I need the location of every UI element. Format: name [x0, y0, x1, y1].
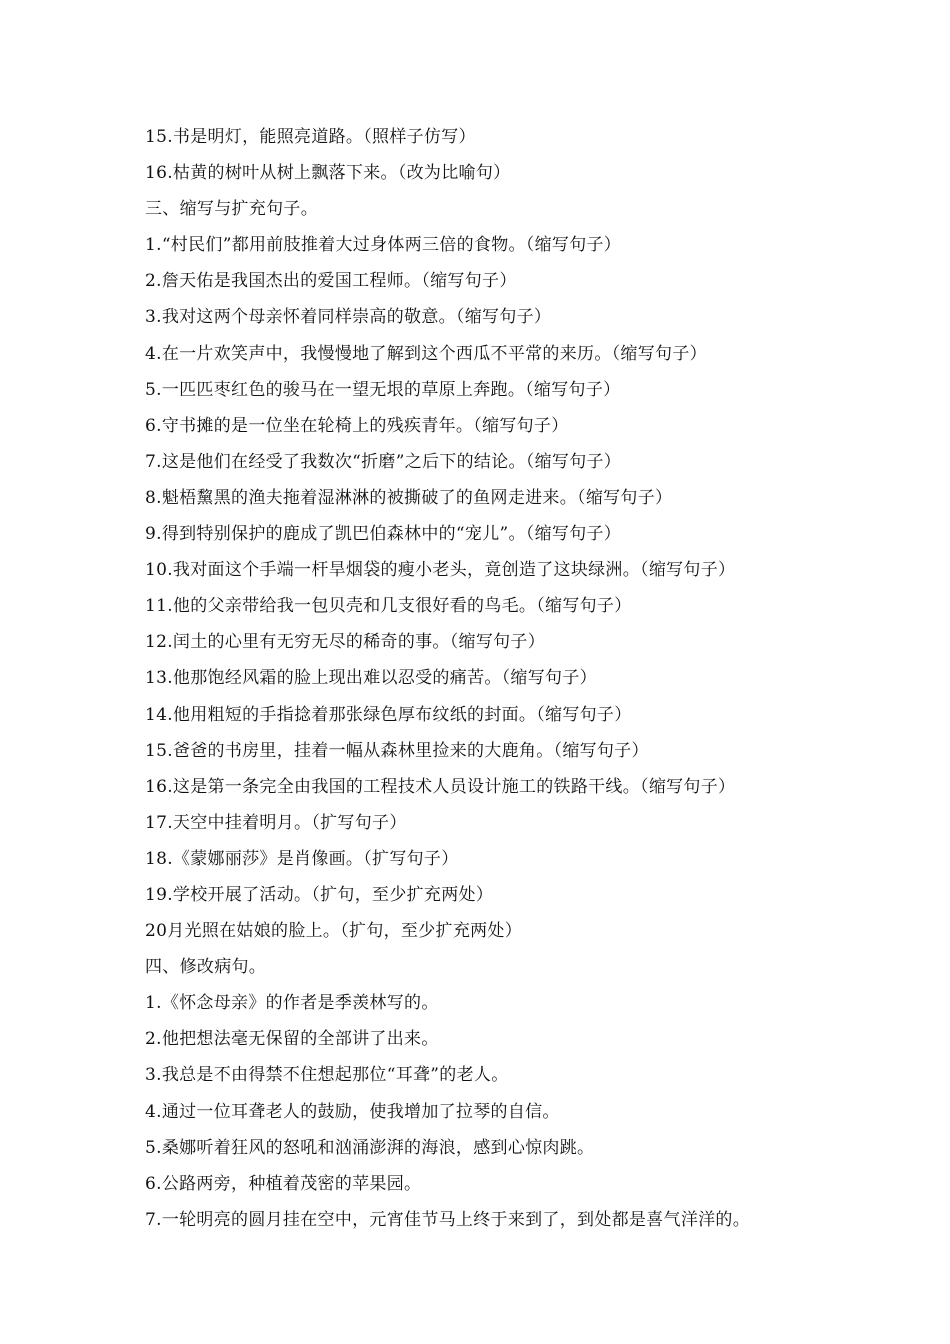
section-heading: 四、修改病句。 — [145, 957, 267, 978]
exercise-line: 1.“村民们”都用前肢推着大过身体两三倍的食物。（缩写句子） — [145, 235, 622, 256]
exercise-line: 4.在一片欢笑声中，我慢慢地了解到这个西瓜不平常的来历。（缩写句子） — [145, 343, 707, 364]
exercise-line: 6.公路两旁，种植着茂密的苹果园。 — [145, 1173, 422, 1194]
exercise-line: 3.我对这两个母亲怀着同样崇高的敬意。（缩写句子） — [145, 307, 552, 328]
exercise-line: 10.我对面这个手端一杆旱烟袋的瘦小老头，竟创造了这块绿洲。（缩写句子） — [145, 560, 736, 581]
section-heading: 三、缩写与扩充句子。 — [145, 199, 318, 220]
exercise-line: 12.闰土的心里有无穷无尽的稀奇的事。（缩写句子） — [145, 632, 546, 653]
exercise-line: 1.《怀念母亲》的作者是季羡林写的。 — [145, 993, 439, 1014]
exercise-line: 2.他把想法毫无保留的全部讲了出来。 — [145, 1029, 439, 1050]
exercise-line: 5.桑娜听着狂风的怒吼和汹涌澎湃的海浪，感到心惊肉跳。 — [145, 1137, 595, 1158]
exercise-line: 7.一轮明亮的圆月挂在空中，元宵佳节马上终于来到了，到处都是喜气洋洋的。 — [145, 1209, 751, 1230]
exercise-line: 15.书是明灯，能照亮道路。（照样子仿写） — [145, 127, 476, 147]
exercise-line: 17.天空中挂着明月。（扩写句子） — [145, 812, 407, 833]
exercise-line: 9.得到特别保护的鹿成了凯巴伯森林中的“宠儿”。（缩写句子） — [145, 524, 622, 545]
exercise-line: 16.枯黄的树叶从树上飘落下来。（改为比喻句） — [145, 163, 511, 184]
exercise-line: 2.詹天佑是我国杰出的爱国工程师。（缩写句子） — [145, 271, 517, 292]
exercise-line: 16.这是第一条完全由我国的工程技术人员设计施工的铁路干线。（缩写句子） — [145, 776, 736, 797]
exercise-line: 13.他那饱经风霜的脸上现出难以忍受的痛苦。（缩写句子） — [145, 668, 597, 689]
exercise-line: 14.他用粗短的手指捻着那张绿色厚布纹纸的封面。（缩写句子） — [145, 704, 632, 725]
exercise-line: 5.一匹匹枣红色的骏马在一望无垠的草原上奔跑。（缩写句子） — [145, 379, 621, 400]
exercise-line: 7.这是他们在经受了我数次“折磨”之后下的结论。（缩写句子） — [145, 451, 622, 472]
exercise-line: 6.守书摊的是一位坐在轮椅上的残疾青年。（缩写句子） — [145, 415, 569, 436]
document-body — [145, 119, 925, 1238]
exercise-line: 4.通过一位耳聋老人的鼓励，使我增加了拉琴的自信。 — [145, 1101, 560, 1122]
exercise-line: 3.我总是不由得禁不住想起那位“耳聋”的老人。 — [145, 1065, 509, 1086]
exercise-line: 19.学校开展了活动。（扩句，至少扩充两处） — [145, 884, 494, 905]
exercise-line: 15.爸爸的书房里，挂着一幅从森林里捡来的大鹿角。（缩写句子） — [145, 740, 649, 761]
exercise-line: 18.《蒙娜丽莎》是肖像画。（扩写句子） — [145, 848, 459, 869]
exercise-line: 11.他的父亲带给我一包贝壳和几支很好看的鸟毛。（缩写句子） — [145, 596, 632, 617]
exercise-line: 8.魁梧黧黑的渔夫拖着湿淋淋的被撕破了的鱼网走进来。（缩写句子） — [145, 487, 673, 508]
exercise-line: 20月光照在姑娘的脸上。（扩句，至少扩充两处） — [145, 921, 523, 942]
